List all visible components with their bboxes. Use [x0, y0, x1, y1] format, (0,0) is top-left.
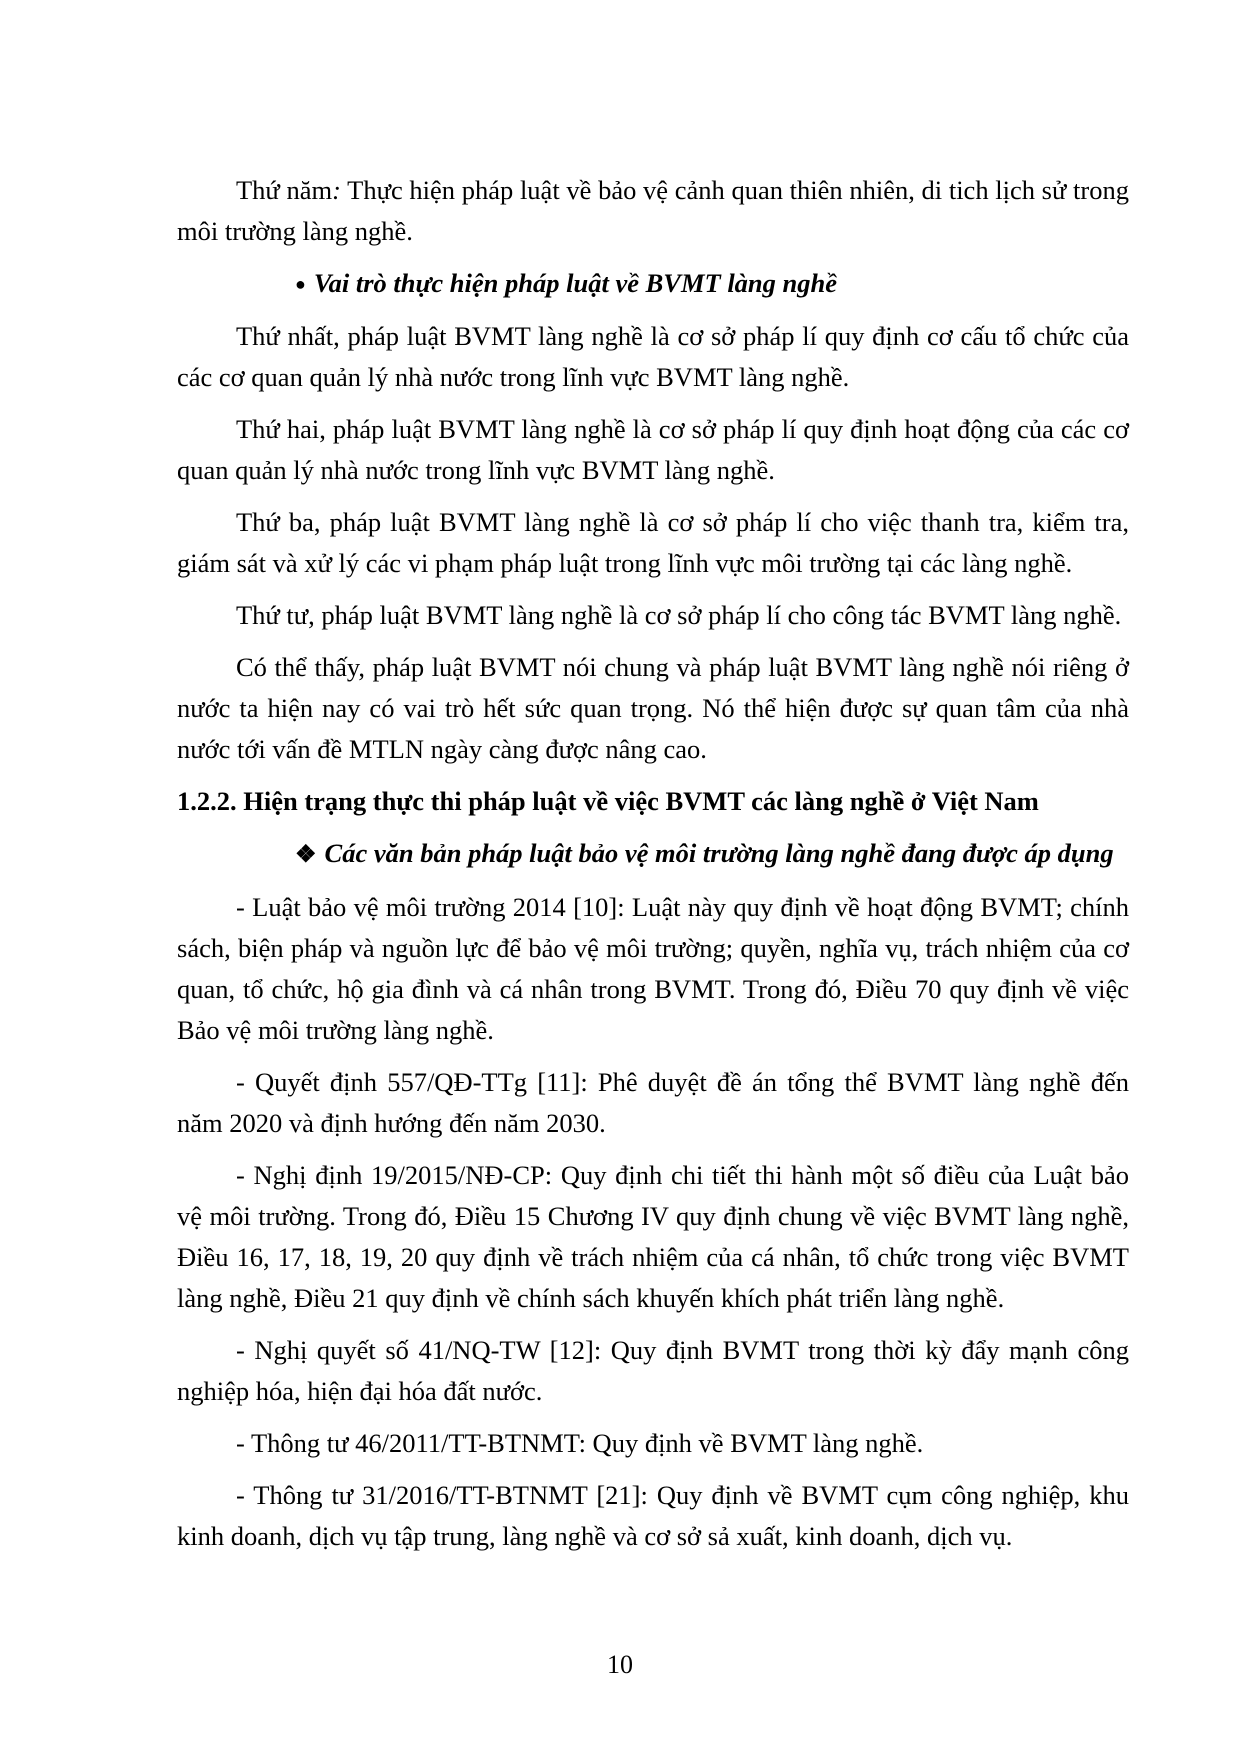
paragraph-thu-nhat: Thứ nhất, pháp luật BVMT làng nghề là cơ sở pháp lí quy định cơ cấu tổ chức của các cơ quan quản lý nhà nước trong lĩnh vực BVMT làng nghề.: [177, 321, 1129, 392]
diamond-bullet-icon: ❖: [295, 842, 317, 868]
list-item-luat-bvmt-2014: - Luật bảo vệ môi trường 2014 [10]: Luật này quy định về hoạt động BVMT; chính sách, biện pháp và nguồn lực để bảo vệ môi trường; quyền, nghĩa vụ, trách nhiệm của cơ quan, tổ chức, hộ gia đình và cá nhân trong BVMT. Trong đó, Điều 70 quy định về việc Bảo vệ môi trường làng nghề.: [177, 892, 1129, 1045]
paragraph-thu-hai: Thứ hai, pháp luật BVMT làng nghề là cơ sở pháp lí quy định hoạt động của các cơ quan quản lý nhà nước trong lĩnh vực BVMT làng nghề.: [177, 414, 1129, 485]
subheading-text: Vai trò thực hiện pháp luật về BVMT làng nghề: [313, 268, 838, 298]
subheading-vai-tro: [177, 263, 1129, 305]
bullet-dot-icon: ●: [295, 274, 306, 294]
paragraph-lead-separator: :: [332, 175, 341, 205]
paragraph-thu-tu: Thứ tư, pháp luật BVMT làng nghề là cơ sở pháp lí cho công tác BVMT làng nghề.: [236, 600, 1122, 630]
page-body: [177, 170, 1129, 1568]
subheading-text: Các văn bản pháp luật bảo vệ môi trường làng nghề đang được áp dụng: [324, 838, 1114, 868]
page-number: 10: [607, 1650, 633, 1679]
paragraph-text: Thực hiện pháp luật về bảo vệ cảnh quan thiên nhiên, di tich lịch sử trong môi trường làng nghề.: [177, 175, 1129, 246]
list-item-quyet-dinh-557: - Quyết định 557/QĐ-TTg [11]: Phê duyệt đề án tổng thể BVMT làng nghề đến năm 2020 và định hướng đến năm 2030.: [177, 1067, 1129, 1138]
list-item-thong-tu-31: - Thông tư 31/2016/TT-BTNMT [21]: Quy định về BVMT cụm công nghiệp, khu kinh doanh, dịch vụ tập trung, làng nghề và cơ sở sả xuất, kinh doanh, dịch vụ.: [177, 1480, 1129, 1551]
subheading-van-ban: [177, 833, 1129, 876]
list-item-nghi-quyet-41: - Nghị quyết số 41/NQ-TW [12]: Quy định BVMT trong thời kỳ đẩy mạnh công nghiệp hóa, hiện đại hóa đất nước.: [177, 1335, 1129, 1406]
section-heading-1-2-2: 1.2.2. Hiện trạng thực thi pháp luật về việc BVMT các làng nghề ở Việt Nam: [177, 786, 1039, 816]
list-item-nghi-dinh-19: - Nghị định 19/2015/NĐ-CP: Quy định chi tiết thi hành một số điều của Luật bảo vệ môi trường. Trong đó, Điều 15 Chương IV quy định chung về việc BVMT làng nghề, Điều 16, 17, 18, 19, 20 quy định về trách nhiệm của cá nhân, tổ chức trong việc BVMT làng nghề, Điều 21 quy định về chính sách khuyến khích phát triển làng nghề.: [177, 1160, 1129, 1313]
paragraph-thu-nam: [177, 170, 1129, 252]
paragraph-thu-ba: Thứ ba, pháp luật BVMT làng nghề là cơ sở pháp lí cho việc thanh tra, kiểm tra, giám sát và xử lý các vi phạm pháp luật trong lĩnh vực môi trường tại các làng nghề.: [177, 507, 1129, 578]
paragraph-lead: Thứ năm: [236, 175, 333, 205]
paragraph-co-the-thay: Có thể thấy, pháp luật BVMT nói chung và pháp luật BVMT làng nghề nói riêng ở nước ta hiện nay có vai trò hết sức quan trọng. Nó thể hiện được sự quan tâm của nhà nước tới vấn đề MTLN ngày càng được nâng cao.: [177, 652, 1129, 764]
list-item-thong-tu-46: - Thông tư 46/2011/TT-BTNMT: Quy định về BVMT làng nghề.: [236, 1428, 924, 1458]
